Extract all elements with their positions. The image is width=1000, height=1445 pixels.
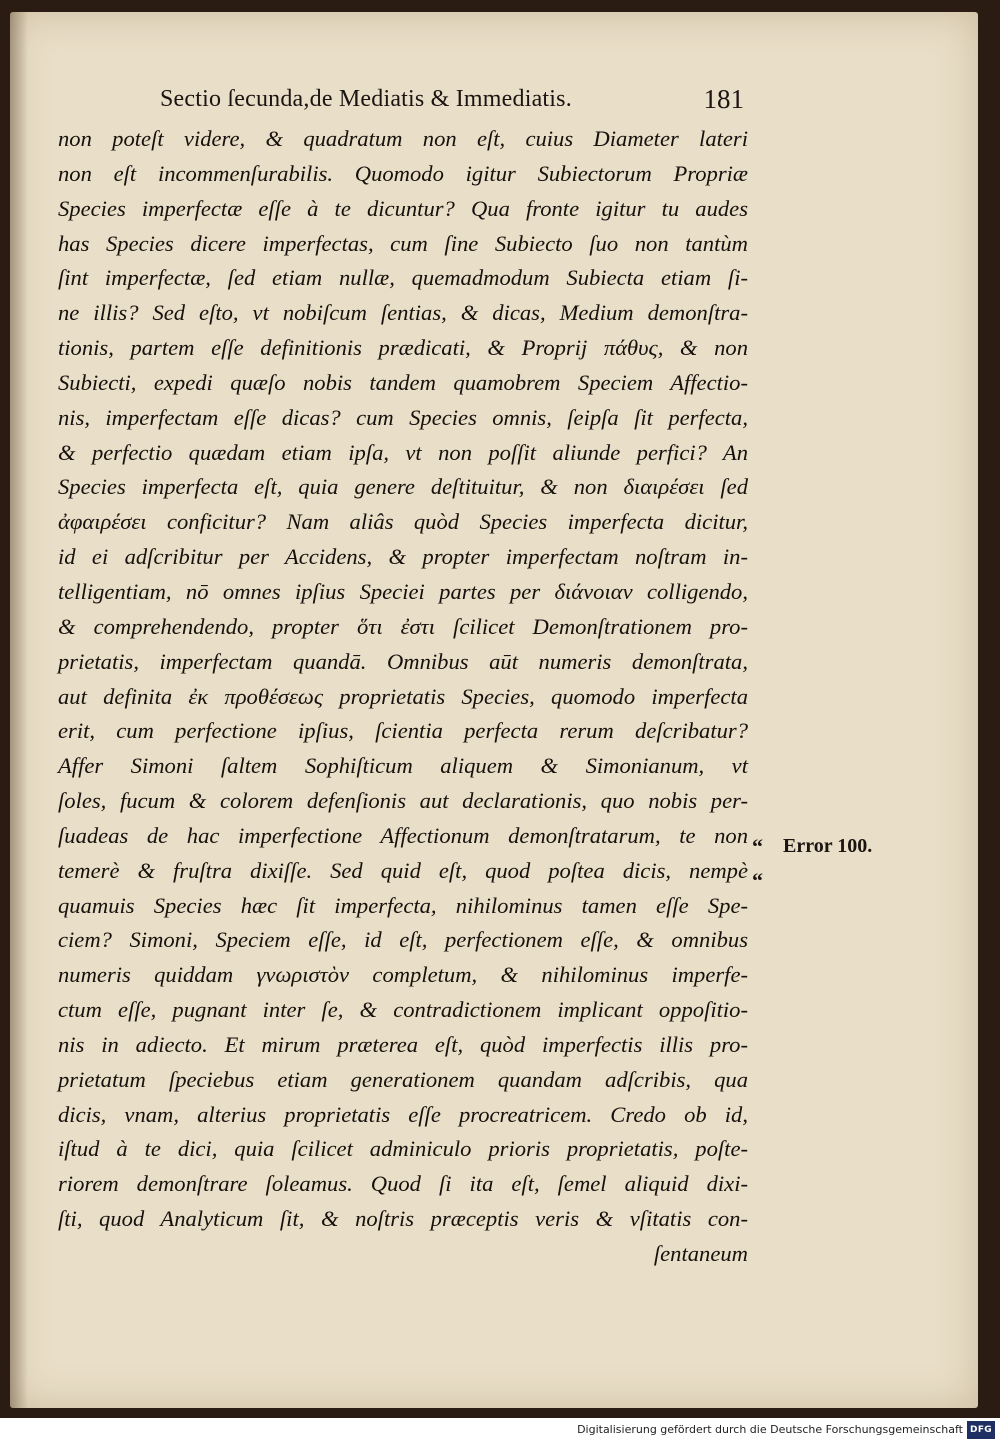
text-line: nis in adiecto. Et mirum præterea eſt, quòd imperfectis illis pro- [58, 1031, 748, 1057]
text-line: ne illis? Sed eſto, vt nobiſcum ſentias, & dicas, Medium demonſtra- [58, 300, 748, 326]
text-line: ctum eſſe, pugnant inter ſe, & contradictionem implicant oppoſitio- [58, 997, 748, 1023]
text-line: prietatum ſpeciebus etiam generationem quandam adſcribis, qua [58, 1066, 748, 1092]
text-line: Species imperfectæ eſſe à te dicuntur? Qua fronte igitur tu audes [58, 195, 748, 221]
text-line: prietatis, imperfectam quandā. Omnibus aūt numeris demonſtrata, [58, 648, 748, 674]
text-line: aut definita ἐκ προθέσεως proprietatis Species, quomodo imperfecta [58, 683, 748, 709]
quote-mark-open: “ [752, 834, 763, 859]
text-line: numeris quiddam γνωριστὸν completum, & nihilominus imperfe- [58, 962, 748, 988]
text-line: ſint imperfectæ, ſed etiam nullæ, quemadmodum Subiecta etiam ſi- [58, 265, 748, 291]
text-line: non eſt incommenſurabilis. Quomodo igitur Subiectorum Propriæ [58, 160, 748, 186]
error-note: Error 100. [783, 835, 873, 857]
text-line: id ei adſcribitur per Accidens, & propter imperfectam noſtram in- [58, 544, 748, 570]
text-line: ſuadeas de hac imperfectione Affectionum demonſtratarum, te non [58, 822, 748, 848]
running-title: Sectio ſecunda,de Mediatis & Immediatis. [160, 86, 572, 112]
running-head [160, 86, 744, 120]
text-line: riorem demonſtrare ſoleamus. Quod ſi ita eſt, ſemel aliquid dixi- [58, 1171, 748, 1197]
text-line: ſoles, fucum & colorem defenſionis aut declarationis, quo nobis per- [58, 788, 748, 814]
catchword-line: ſentaneum [653, 1241, 748, 1266]
text-line: temerè & fruſtra dixiſſe. Sed quid eſt, quod poſtea dicis, nempè [58, 857, 748, 883]
page-gutter-shadow [10, 12, 28, 1408]
text-line: has Species dicere imperfectas, cum ſine Subiecto ſuo non tantùm [58, 230, 748, 256]
text-line: & comprehendendo, propter ὅτι ἐστι ſcilicet Demonſtrationem pro- [58, 613, 748, 639]
text-line: iſtud à te dici, quia ſcilicet adminiculo prioris proprietatis, poſte- [58, 1136, 748, 1162]
text-line: non poteſt videre, & quadratum non eſt, cuius Diameter lateri [58, 126, 748, 151]
text-line: ἀφαιρέσει conficitur? Nam aliâs quòd Species imperfecta dicitur, [58, 509, 748, 535]
dfg-logo-icon: DFG [967, 1421, 995, 1439]
quote-mark-close: “ [752, 868, 763, 893]
marginal-note [752, 834, 892, 893]
text-line: Subiecti, expedi quæſo nobis tandem quamobrem Speciem Affectio- [58, 369, 748, 395]
text-line: dicis, vnam, alterius proprietatis eſſe procreatricem. Credo ob id, [58, 1101, 748, 1127]
footer-strip [0, 1418, 1000, 1445]
text-line: ſti, quod Analyticum ſit, & noſtris præceptis veris & vſitatis con- [58, 1206, 748, 1232]
text-line: & perfectio quædam etiam ipſa, vt non poſſit aliunde perfici? An [58, 439, 748, 465]
page-number: 181 [703, 84, 744, 114]
text-line: nis, imperfectam eſſe dicas? cum Species omnis, ſeipſa ſit perfecta, [58, 404, 748, 430]
text-line: quamuis Species hæc ſit imperfecta, nihilominus tamen eſſe Spe- [58, 892, 748, 918]
text-line: tionis, partem eſſe definitionis prædicati, & Proprij πάθυς, & non [58, 335, 748, 361]
text-line: Species imperfecta eſt, quia genere deſtituitur, & non διαιρέσει ſed [58, 474, 748, 500]
text-line: Affer Simoni ſaltem Sophiſticum aliquem & Simonianum, vt [58, 753, 748, 779]
text-line: telligentiam, nō omnes ipſius Speciei partes per διάνοιαν colligendo, [58, 578, 748, 604]
text-line: ciem? Simoni, Speciem eſſe, id eſt, perfectionem eſſe, & omnibus [58, 927, 748, 953]
body-text [58, 122, 748, 1272]
text-line: erit, cum perfectione ipſius, ſcientia perfecta rerum deſcribatur? [58, 718, 748, 744]
funding-credit: Digitalisierung gefördert durch die Deutsche Forschungsgemeinschaft [577, 1423, 963, 1436]
